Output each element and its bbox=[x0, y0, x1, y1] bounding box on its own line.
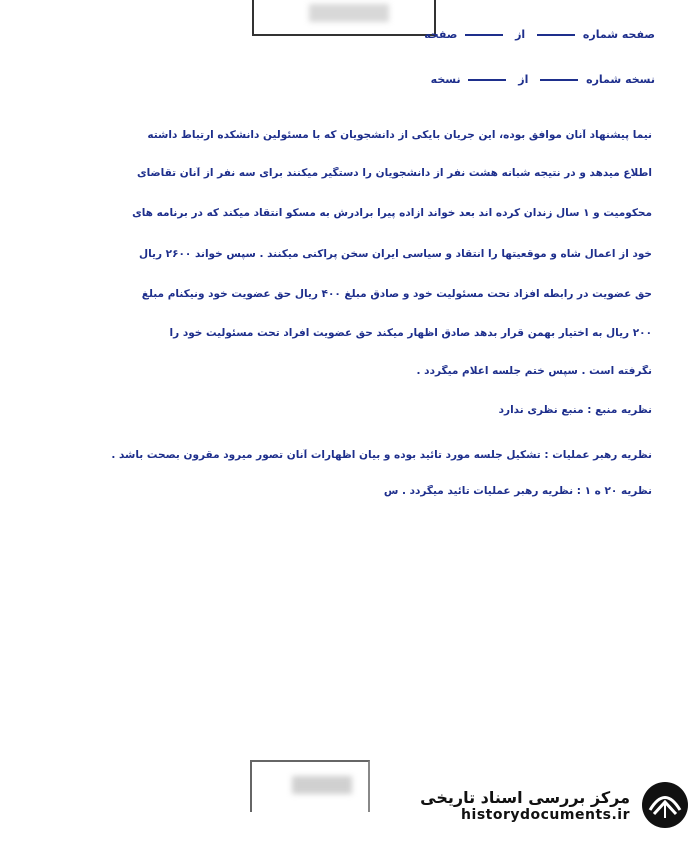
watermark-text bbox=[420, 788, 630, 823]
archive-watermark bbox=[420, 780, 690, 830]
bottom-stamp-box bbox=[250, 760, 370, 812]
copy-number-blank bbox=[540, 79, 578, 81]
watermark-website: historydocuments.ir bbox=[461, 806, 630, 823]
page-suffix-label: صفحه bbox=[424, 28, 458, 41]
copy-total-blank bbox=[468, 79, 506, 81]
body-line: محکومیت و ۱ سال زندان کرده اند بعد خواند ازاده پیرا برادرش به مسکو انتقاد میکند که در برنامه های bbox=[132, 207, 652, 219]
operations-leader-opinion-note: نظریه رهبر عملیات : تشکیل جلسه مورد تائید بوده و بیان اظهارات آنان تصور میرود مقرون بصحت باشد . bbox=[111, 449, 652, 461]
book-arc-logo-icon bbox=[640, 780, 690, 830]
body-line: خود از اعمال شاه و موقعیتها را انتقاد و سیاسی ایران سخن پراکنی میکنند . سپس خواند ۲۶۰۰ ریال bbox=[138, 248, 652, 260]
copy-number-label: نسخه شماره bbox=[586, 73, 655, 86]
watermark-persian-name: مرکز بررسی اسناد تاریخی bbox=[420, 787, 630, 807]
body-line: ۲۰۰ ریال به اختیار بهمن قرار بدهد صادق اظهار میکند حق عضویت افراد تحت مسئولیت خود را bbox=[169, 327, 652, 339]
copy-suffix-label: نسخه bbox=[430, 73, 461, 86]
copy-number-line bbox=[431, 73, 655, 86]
source-opinion-note: نظریه منبع : منبع نظری ندارد bbox=[498, 404, 652, 416]
body-line: اطلاع میدهد و در نتیجه شبانه هشت نفر از دانشجویان را دستگیر میکنند برای سه نفر از آنان تقاضای bbox=[136, 167, 652, 179]
page-number-blank bbox=[537, 34, 575, 36]
body-line: نگرفته است . سپس ختم جلسه اعلام میگردد . bbox=[416, 365, 652, 377]
body-line: حق عضویت در رابطه افزاد تحت مسئولیت خود و صادق مبلغ ۴۰۰ ریال حق عضویت خود ونیکنام مبلغ bbox=[141, 288, 652, 300]
page-number-label: صفحه شماره bbox=[582, 28, 655, 41]
page-total-blank bbox=[465, 34, 503, 36]
body-line: نیما پیشنهاد آنان موافق بوده، این جریان بایکی از دانشجویان که با مسئولین دانشکده ارتباط داشته bbox=[147, 129, 652, 141]
office-opinion-note: نظریه ۲۰ ه ۱ : نظریه رهبر عملیات تائید میگردد . س bbox=[383, 485, 652, 497]
page-of-label: از bbox=[515, 28, 526, 41]
page-number-line bbox=[424, 28, 655, 41]
top-stamp-box bbox=[252, 0, 436, 36]
copy-of-label: از bbox=[518, 73, 529, 86]
